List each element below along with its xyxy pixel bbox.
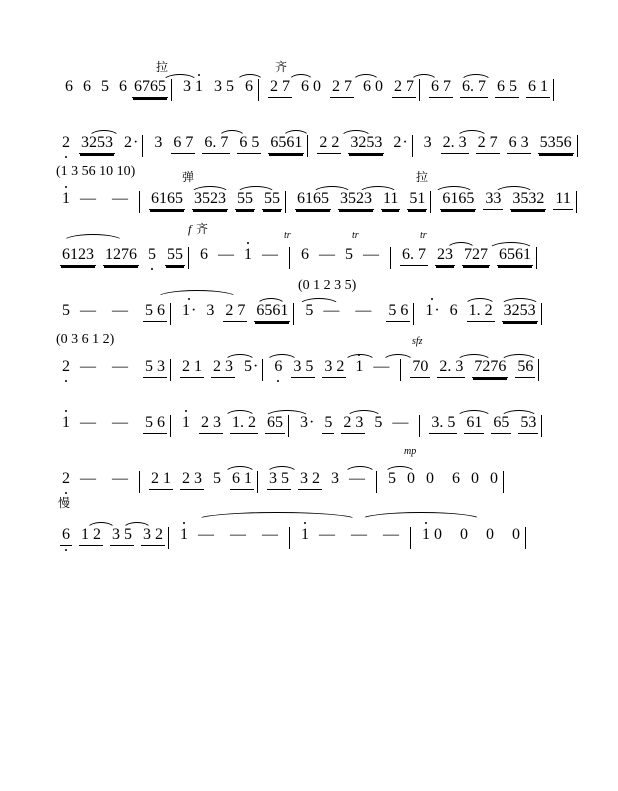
- annotation-sfz: sfz: [412, 336, 423, 347]
- note: 1: [180, 526, 188, 543]
- annotation-pickup: (1 3 56 10 10): [56, 164, 136, 179]
- annotation-tan: 弹: [182, 170, 195, 184]
- note-group: 23: [435, 246, 455, 266]
- barline: [430, 191, 431, 213]
- note-group: 1. 2: [467, 302, 495, 322]
- note-group: 3 2: [322, 358, 346, 378]
- measure: [410, 358, 548, 381]
- sustain-dash: —: [262, 246, 278, 263]
- sustain-dash: —: [80, 302, 96, 319]
- note-group: 5 6: [143, 414, 167, 434]
- note-group: 6 5: [495, 78, 519, 98]
- sustain-dash: —: [112, 414, 128, 431]
- note: 6: [363, 78, 371, 95]
- measure: [386, 470, 513, 493]
- measure: [60, 414, 180, 437]
- note: 0: [407, 470, 415, 487]
- note-group: 6 1: [230, 470, 254, 490]
- system-1: [60, 60, 558, 116]
- note: 1: [301, 526, 309, 543]
- note: 6: [452, 470, 460, 487]
- note-group: 55: [262, 190, 282, 210]
- barline: [541, 303, 542, 325]
- sustain-dash: —: [112, 358, 128, 375]
- note: 2 ·: [122, 134, 139, 152]
- note-group: 2 7: [476, 134, 500, 154]
- barline: [503, 471, 504, 493]
- slur: [156, 290, 238, 298]
- sustain-dash: —: [355, 302, 372, 319]
- barline: [171, 79, 172, 101]
- note-group: 3253: [79, 134, 115, 154]
- note-group: 3. 5: [429, 414, 457, 434]
- barline: [419, 79, 420, 101]
- measure-row: [60, 526, 558, 549]
- note-group: 6 3: [507, 134, 531, 154]
- note-group: 55: [235, 190, 255, 210]
- note-group: 7276: [472, 358, 508, 378]
- note-group: 6 1: [526, 78, 550, 98]
- note: 3: [423, 134, 432, 151]
- note: 6: [245, 78, 253, 95]
- barline: [139, 471, 140, 493]
- measure: [429, 414, 551, 437]
- system-4: [60, 222, 558, 284]
- note: 6: [301, 78, 309, 95]
- sustain-dash: —: [351, 526, 367, 543]
- measure-row: [60, 414, 558, 437]
- barline: [307, 135, 308, 157]
- note: 0: [471, 470, 479, 487]
- measure-row: [60, 302, 558, 325]
- note-group: 6123: [60, 246, 96, 266]
- note-group: 3 2: [141, 526, 165, 546]
- measure-row: [60, 134, 572, 157]
- measure: [422, 134, 587, 157]
- sustain-dash: —: [80, 414, 96, 431]
- note: 6: [301, 246, 309, 263]
- note: 3: [183, 78, 191, 95]
- measure: [317, 134, 421, 157]
- measure: [180, 302, 303, 325]
- measure: [423, 302, 550, 325]
- note-group: 6: [60, 526, 72, 546]
- note: 0: [375, 78, 383, 95]
- measure: [295, 190, 440, 213]
- note: 1: [62, 190, 70, 207]
- measure: [149, 470, 267, 493]
- note-group: 3253: [348, 134, 384, 154]
- system-3: [56, 164, 571, 228]
- note-group: 53: [518, 414, 538, 434]
- note-group: 6165: [440, 190, 476, 210]
- annotation-qi: 齐: [196, 222, 209, 236]
- note-group: 11: [381, 190, 400, 210]
- note: 0: [313, 78, 321, 95]
- note: 6: [274, 358, 283, 375]
- barline: [525, 527, 526, 549]
- sustain-dash: —: [392, 414, 409, 431]
- note: 2 ·: [391, 134, 408, 152]
- sustain-dash: —: [323, 302, 340, 319]
- note-group: 3253: [502, 302, 538, 322]
- note-group: 2 3: [341, 414, 365, 434]
- note: 5: [148, 246, 156, 263]
- note: 6: [65, 78, 73, 95]
- note-group: 2 3: [180, 470, 204, 490]
- note: 3: [331, 470, 339, 487]
- note: 0: [460, 526, 468, 543]
- note-group: 51: [407, 190, 427, 210]
- note-group: 5 3: [143, 358, 167, 378]
- slur: [62, 234, 124, 242]
- measure: [181, 78, 268, 101]
- measure: [299, 246, 400, 269]
- score-body: [56, 60, 572, 620]
- note: 5 ·: [242, 358, 259, 376]
- note-group: 3523: [192, 190, 228, 210]
- barline: [170, 415, 171, 437]
- sustain-dash: —: [198, 526, 214, 543]
- note-group: 5 6: [143, 302, 167, 322]
- measure: [180, 414, 298, 437]
- barline: [288, 415, 289, 437]
- sustain-dash: —: [80, 470, 96, 487]
- note-group: 70: [410, 358, 430, 378]
- note: 1: [244, 246, 252, 263]
- note-group: 2 7: [330, 78, 354, 98]
- sustain-dash: —: [373, 358, 390, 375]
- barline: [139, 191, 140, 213]
- sustain-dash: —: [349, 470, 365, 487]
- measure-row: [60, 78, 558, 101]
- note-group: 56: [515, 358, 535, 378]
- note: 5: [213, 470, 221, 487]
- note: 3: [154, 134, 163, 151]
- note-group: 5: [322, 414, 334, 434]
- note-group: 2 3: [199, 414, 223, 434]
- note-group: 6561: [254, 302, 290, 322]
- measure: [60, 526, 178, 549]
- note-group: 2 1: [149, 470, 173, 490]
- barline: [412, 135, 413, 157]
- measure: [60, 78, 181, 101]
- barline: [553, 79, 554, 101]
- sustain-dash: —: [230, 526, 246, 543]
- note-group: 6. 7: [460, 78, 488, 98]
- note-group: 3 5: [291, 358, 315, 378]
- note-group: 6165: [295, 190, 331, 210]
- measure-row: [60, 358, 558, 381]
- note-group: 6 5: [237, 134, 261, 154]
- annotation-qi: 齐: [275, 60, 288, 74]
- note-group: 65: [265, 414, 285, 434]
- barline: [410, 527, 411, 549]
- barline: [536, 247, 537, 269]
- barline: [262, 359, 263, 381]
- barline: [142, 135, 143, 157]
- note: 0: [426, 470, 434, 487]
- annotation-mordent: mp: [404, 446, 417, 457]
- sustain-dash: —: [363, 246, 379, 263]
- sustain-dash: —: [383, 526, 399, 543]
- measure: [298, 414, 429, 437]
- note-group: 6165: [149, 190, 185, 210]
- note-group: 2 7: [268, 78, 292, 98]
- note-group: 3 5: [267, 470, 291, 490]
- measure: [268, 78, 429, 101]
- measure-row: [60, 246, 558, 269]
- measure: [303, 302, 423, 325]
- note: 2: [62, 358, 70, 375]
- note: 3: [206, 302, 215, 319]
- note: 5: [345, 246, 353, 263]
- note-group: 55: [165, 246, 185, 266]
- trill-mark: tr: [352, 230, 359, 241]
- note: 1: [182, 414, 190, 431]
- measure: [60, 246, 198, 269]
- note-group: 6561: [268, 134, 304, 154]
- annotation-la: 拉: [156, 60, 169, 74]
- note-group: 3 2: [298, 470, 322, 490]
- sustain-dash: —: [112, 302, 128, 319]
- barline: [413, 303, 414, 325]
- measure: [180, 358, 272, 381]
- note: 0: [490, 470, 498, 487]
- annotation-forte: f: [188, 222, 192, 236]
- note: 6: [119, 78, 127, 95]
- note: 3 ·: [298, 414, 315, 432]
- note: 1: [195, 78, 203, 95]
- note-group: 3 5: [110, 526, 134, 546]
- note: 0: [434, 526, 442, 543]
- note: 5: [101, 78, 109, 95]
- measure: [440, 190, 585, 213]
- note-group: 1 2: [79, 526, 103, 546]
- note-group: 1276: [103, 246, 139, 266]
- note: 5: [374, 414, 383, 431]
- barline: [400, 359, 401, 381]
- barline: [258, 79, 259, 101]
- barline: [390, 247, 391, 269]
- note-group: 11: [553, 190, 572, 210]
- barline: [188, 247, 189, 269]
- sustain-dash: —: [80, 190, 96, 207]
- annotation-pickup: (0 3 6 1 2): [56, 332, 115, 347]
- measure: [152, 134, 317, 157]
- note: 6: [449, 302, 458, 319]
- measure: [149, 190, 295, 213]
- barline: [576, 191, 577, 213]
- sustain-dash: —: [112, 470, 128, 487]
- note-group: 1. 2: [230, 414, 258, 434]
- measure: [198, 246, 299, 269]
- note: 2: [62, 134, 70, 151]
- note: 1: [422, 526, 430, 543]
- barline: [289, 247, 290, 269]
- measure: [420, 526, 531, 549]
- note-group: 3523: [338, 190, 374, 210]
- note: 0: [486, 526, 494, 543]
- note: 1: [355, 358, 364, 375]
- measure: [299, 526, 420, 549]
- note: 5: [388, 470, 396, 487]
- trill-mark: tr: [284, 230, 291, 241]
- annotation-pickup: (0 1 2 3 5): [298, 278, 357, 293]
- note-group: 2 7: [223, 302, 247, 322]
- measure: [400, 246, 546, 269]
- note: 6: [200, 246, 208, 263]
- sustain-dash: —: [319, 526, 335, 543]
- note: 5: [226, 78, 234, 95]
- note-group: 6765: [132, 78, 168, 98]
- barline: [376, 471, 377, 493]
- measure-row: [60, 190, 571, 213]
- annotation-la: 拉: [416, 170, 429, 184]
- sustain-dash: —: [80, 358, 96, 375]
- measure: [178, 526, 299, 549]
- note-group: 727: [462, 246, 490, 266]
- note: 1 ·: [180, 302, 197, 320]
- system-7: [60, 396, 558, 452]
- barline: [285, 191, 286, 213]
- measure: [267, 470, 386, 493]
- barline: [577, 135, 578, 157]
- measure: [60, 134, 152, 157]
- annotation-man: 慢: [58, 496, 71, 510]
- note-group: 2. 3: [437, 358, 465, 378]
- note-group: 2. 3: [441, 134, 469, 154]
- note: 0: [512, 526, 520, 543]
- note-group: 6. 7: [400, 246, 428, 266]
- note-group: 6 7: [171, 134, 195, 154]
- trill-mark: tr: [420, 230, 427, 241]
- system-5: [60, 278, 558, 340]
- note: 5: [62, 302, 70, 319]
- barline: [257, 471, 258, 493]
- note-group: 2 7: [392, 78, 416, 98]
- measure: [272, 358, 410, 381]
- note-group: 2 1: [180, 358, 204, 378]
- note: 2: [62, 470, 70, 487]
- barline: [293, 303, 294, 325]
- measure: [60, 302, 180, 325]
- slur: [196, 512, 358, 520]
- note: 5: [305, 302, 314, 319]
- barline: [419, 415, 420, 437]
- note: 6: [83, 78, 91, 95]
- note-group: 5 6: [386, 302, 410, 322]
- measure: [60, 470, 149, 493]
- barline: [289, 527, 290, 549]
- sustain-dash: —: [262, 526, 278, 543]
- note: 3: [214, 78, 222, 95]
- barline: [168, 527, 169, 549]
- measure: [60, 190, 149, 213]
- note-group: 33: [483, 190, 503, 210]
- note-group: 6. 7: [202, 134, 230, 154]
- note-group: 5356: [538, 134, 574, 154]
- note-group: 61: [464, 414, 484, 434]
- barline: [170, 303, 171, 325]
- system-6: [56, 332, 558, 396]
- note-group: 3532: [510, 190, 546, 210]
- note-group: 6561: [497, 246, 533, 266]
- note-group: 2 3: [211, 358, 235, 378]
- sustain-dash: —: [319, 246, 335, 263]
- barline: [170, 359, 171, 381]
- note: 1 ·: [423, 302, 440, 320]
- barline: [538, 359, 539, 381]
- system-9: [58, 496, 558, 564]
- note-group: 2 2: [317, 134, 341, 154]
- system-8: [60, 446, 558, 508]
- note-group: 65: [491, 414, 511, 434]
- sustain-dash: —: [112, 190, 128, 207]
- sustain-dash: —: [218, 246, 234, 263]
- measure: [429, 78, 563, 101]
- measure: [60, 358, 180, 381]
- note-group: 6 7: [429, 78, 453, 98]
- measure-row: [60, 470, 558, 493]
- barline: [541, 415, 542, 437]
- note: 1: [62, 414, 70, 431]
- slur: [360, 512, 482, 520]
